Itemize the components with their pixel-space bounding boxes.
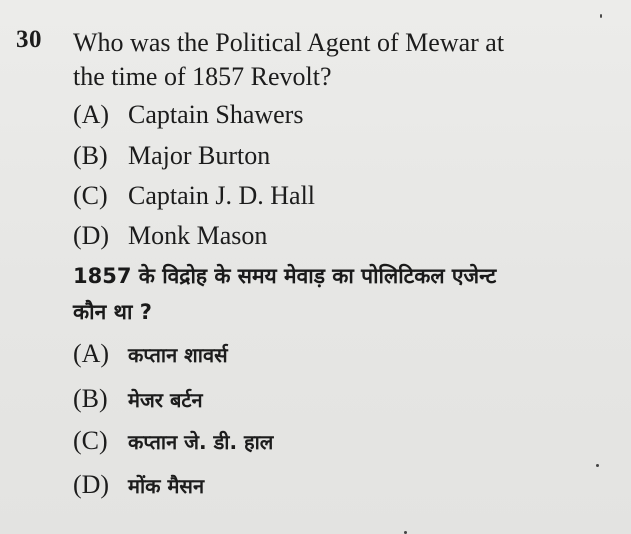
option-text: मेजर बर्टन — [128, 388, 203, 412]
english-option-c — [73, 181, 315, 211]
english-option-b — [73, 141, 270, 171]
option-text: कप्तान शावर्स — [128, 343, 228, 367]
hindi-option-b — [73, 384, 203, 418]
option-text: Captain J. D. Hall — [128, 181, 316, 210]
option-label: (C) — [73, 181, 108, 210]
question-text-hindi-line-1: 1857 के विद्रोह के समय मेवाड़ का पोलिटिकल एजेन्ट — [73, 264, 497, 288]
option-text: मोंक मैसन — [128, 474, 205, 498]
option-text: Monk Mason — [128, 221, 268, 250]
question-text-hindi-line-2: कौन था ? — [73, 300, 152, 324]
question-text-english-line-2: the time of 1857 Revolt? — [73, 62, 332, 91]
hindi-option-c — [73, 426, 273, 460]
option-text: कप्तान जे. डी. हाल — [128, 430, 274, 454]
option-text: Major Burton — [128, 141, 271, 170]
option-label: (A) — [73, 100, 110, 129]
english-option-a — [73, 100, 303, 130]
option-label: (C) — [73, 426, 108, 455]
option-text: Captain Shawers — [128, 100, 304, 129]
option-label: (B) — [73, 141, 108, 170]
option-label: (D) — [73, 221, 110, 250]
paper-speck — [600, 14, 602, 18]
paper-speck — [596, 464, 599, 467]
english-option-d — [73, 221, 267, 251]
option-label: (D) — [73, 470, 110, 499]
option-label: (A) — [73, 339, 110, 368]
question-number: 30 — [16, 26, 42, 53]
hindi-option-d — [73, 470, 204, 504]
hindi-option-a — [73, 339, 228, 373]
option-label: (B) — [73, 384, 108, 413]
question-text-english-line-1: Who was the Political Agent of Mewar at — [73, 28, 505, 57]
